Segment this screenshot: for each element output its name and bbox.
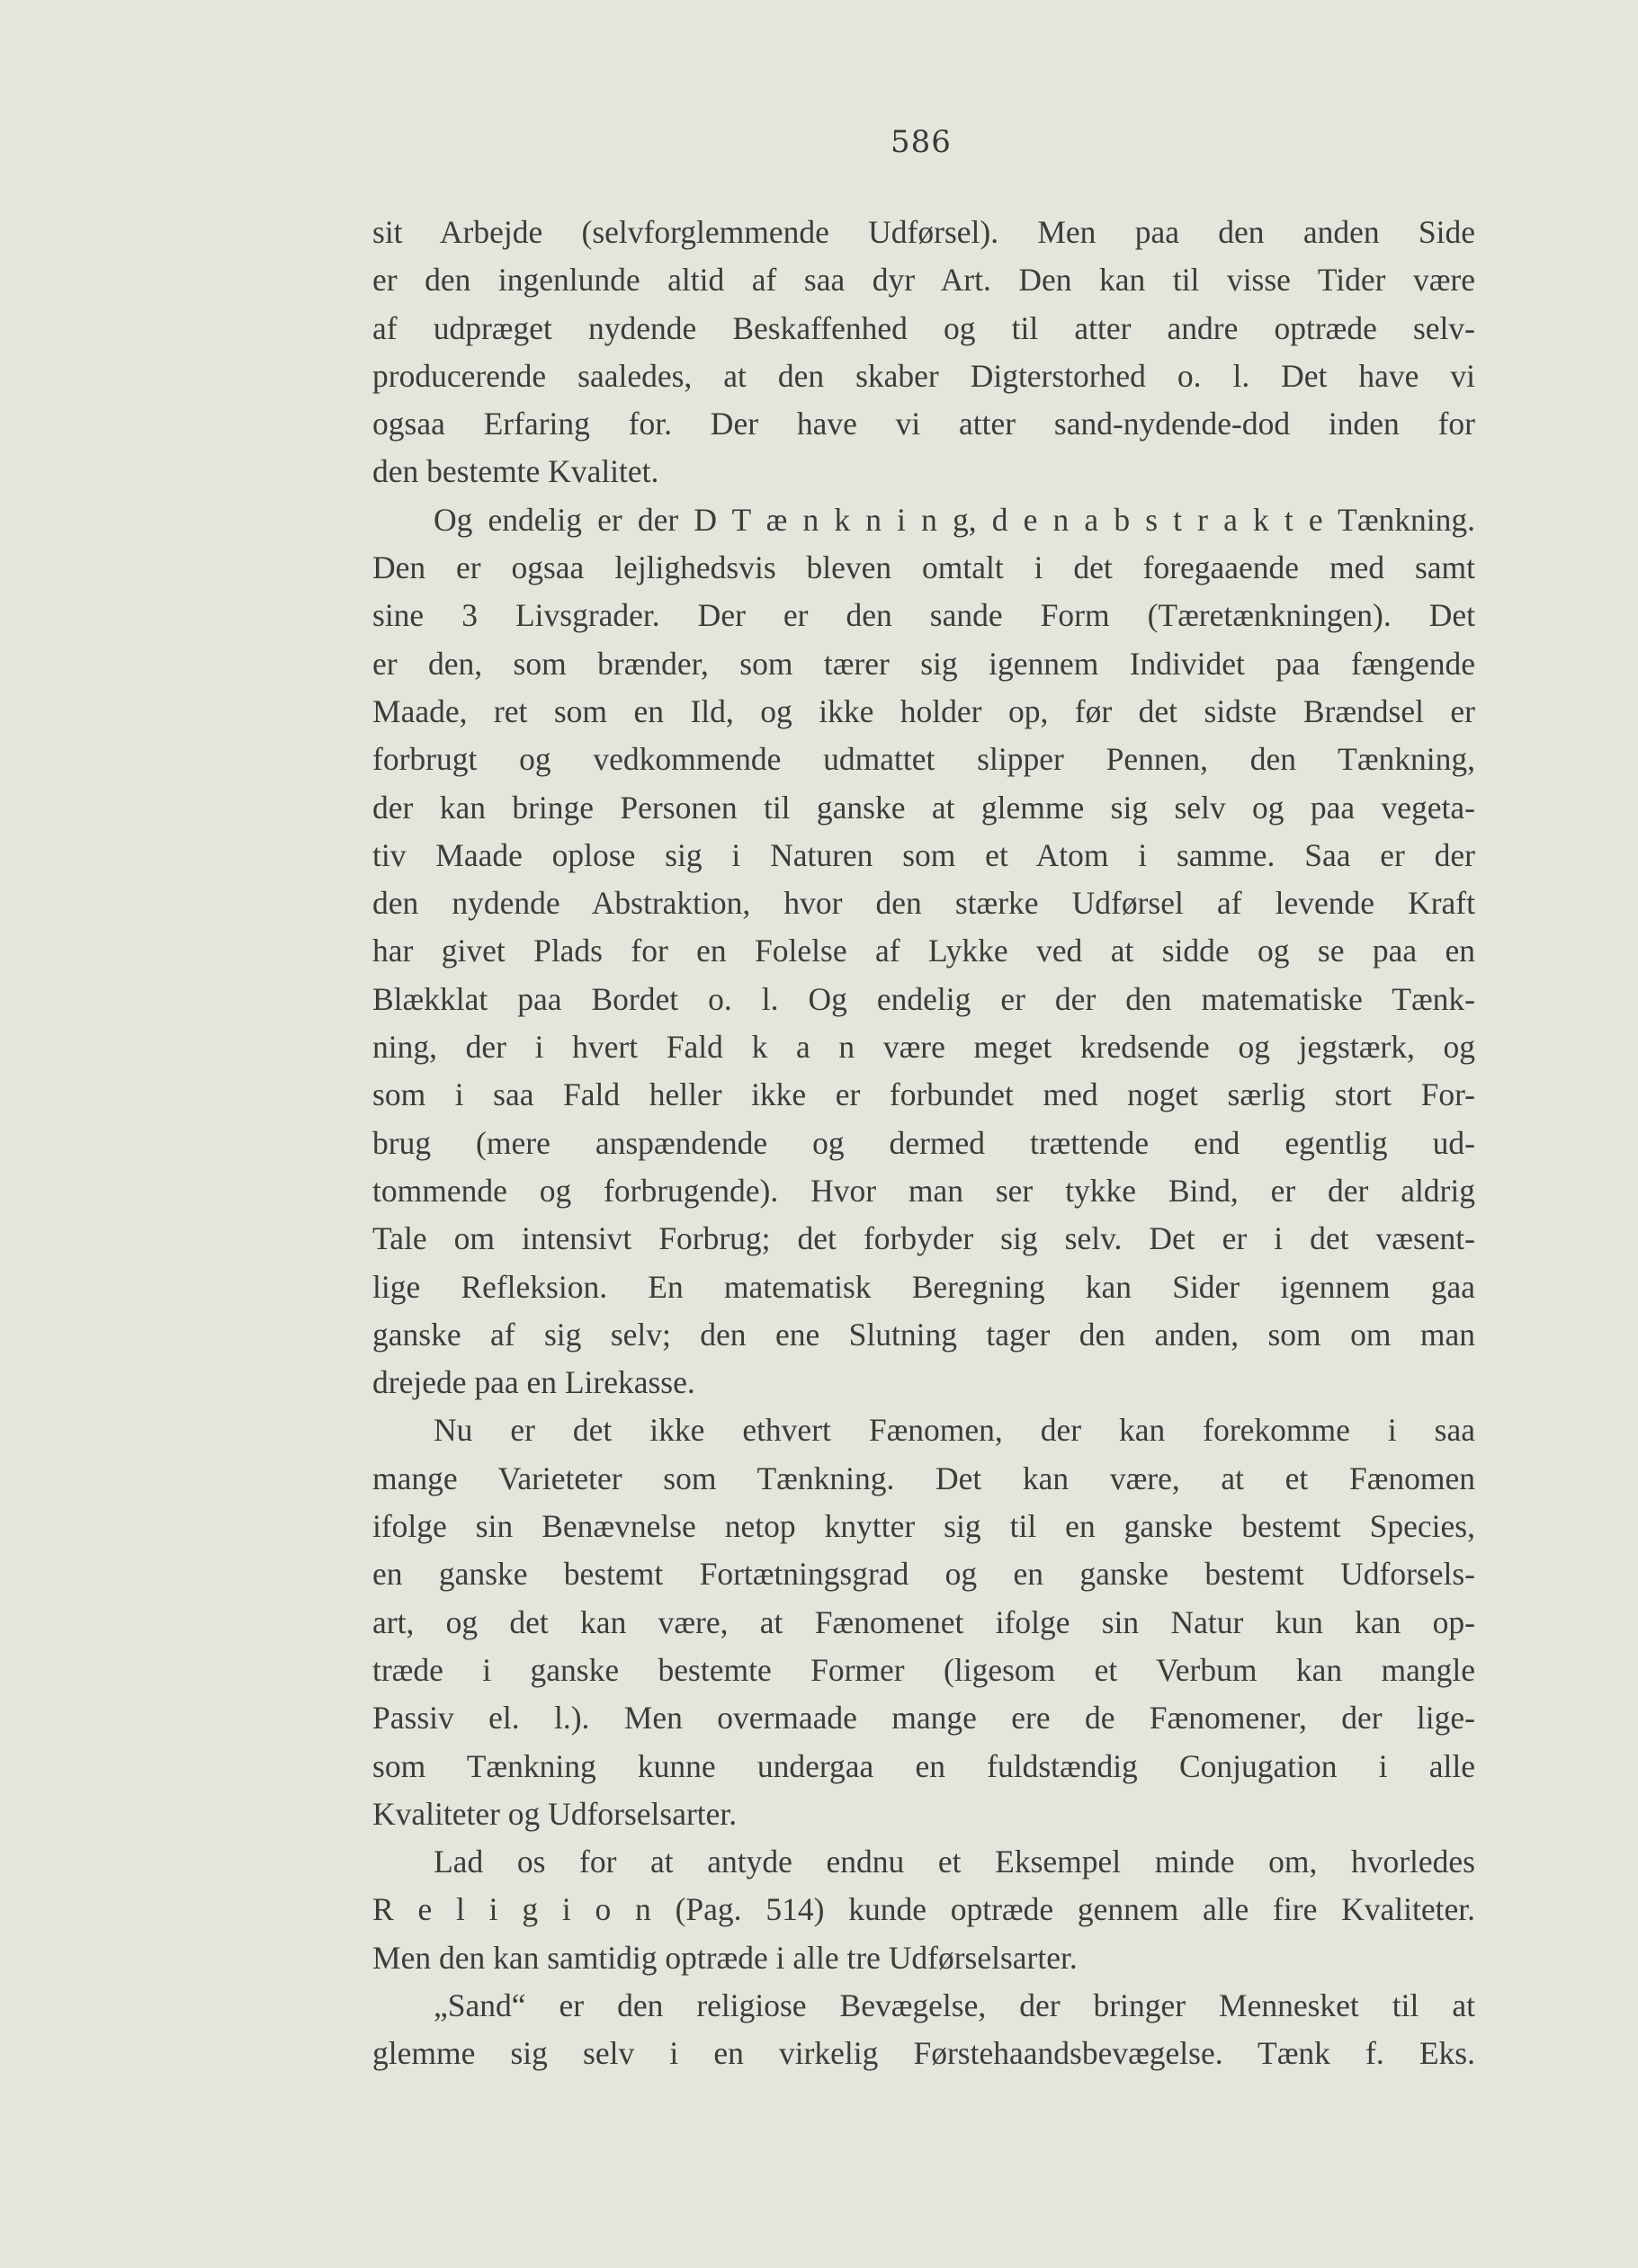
text-line: art, og det kan være, at Fænomenet ifolge sin Natur kun kan op-: [372, 1603, 1475, 1640]
text-line: Kvaliteter og Udforselsarter.: [372, 1795, 738, 1832]
text-line: lige Refleksion. En matematisk Beregning kan Sider igennem gaa: [372, 1268, 1475, 1305]
text-line: mange Varieteter som Tænkning. Det kan være, at et Fænomen: [372, 1460, 1475, 1496]
text-line: ganske af sig selv; den ene Slutning tager den anden, som om man: [372, 1316, 1475, 1353]
text-line: tommende og forbrugende). Hvor man ser tykke Bind, er der aldrig: [372, 1172, 1475, 1209]
text-line: Den er ogsaa lejlighedsvis bleven omtalt i det foregaaende med samt: [372, 549, 1475, 586]
text-line: ifolge sin Benævnelse netop knytter sig til en ganske bestemt Species,: [372, 1508, 1475, 1545]
text-line: en ganske bestemt Fortætningsgrad og en ganske bestemt Udforsels-: [372, 1556, 1475, 1593]
text-line: Men den kan samtidig optræde i alle tre Udførselsarter.: [372, 1939, 1078, 1976]
text-line: er den ingenlunde altid af saa dyr Art. Den kan til visse Tider være: [372, 262, 1475, 299]
text-line: forbrugt og vedkommende udmattet slipper Pennen, den Tænkning,: [372, 741, 1475, 778]
text-line: Og endelig er der D T æ n k n i n g, d e n a b s t r a k t e Tænkning.: [434, 501, 1475, 538]
text-line: sine 3 Livsgrader. Der er den sande Form (Tæretænkningen). Det: [372, 597, 1475, 634]
text-line: den bestemte Kvalitet.: [372, 453, 659, 490]
text-line: træde i ganske bestemte Former (ligesom et Verbum kan mangle: [372, 1651, 1475, 1688]
text-line: Blækklat paa Bordet o. l. Og endelig er der den matematiske Tænk-: [372, 980, 1475, 1017]
body-text: [372, 209, 1475, 2078]
text-line: R e l i g i o n (Pag. 514) kunde optræde gennem alle fire Kvaliteter.: [372, 1891, 1475, 1928]
text-line: ogsaa Erfaring for. Der have vi atter sand-nydende-dod inden for: [372, 406, 1475, 442]
text-line: har givet Plads for en Folelse af Lykke ved at sidde og se paa en: [372, 933, 1475, 969]
text-line: den nydende Abstraktion, hvor den stærke Udførsel af levende Kraft: [372, 885, 1475, 922]
text-line: Maade, ret som en Ild, og ikke holder op, før det sidste Brændsel er: [372, 692, 1475, 729]
text-line: som Tænkning kunne undergaa en fuldstændig Conjugation i alle: [372, 1747, 1475, 1784]
text-line: Passiv el. l.). Men overmaade mange ere de Fænomener, der lige-: [372, 1700, 1475, 1737]
text-line: sit Arbejde (selvforglemmende Udførsel). Men paa den anden Side: [372, 214, 1475, 250]
text-line: der kan bringe Personen til ganske at glemme sig selv og paa vegeta-: [372, 789, 1475, 826]
text-line: er den, som brænder, som tærer sig igennem Individet paa fængende: [372, 645, 1475, 682]
text-line: producerende saaledes, at den skaber Digterstorhed o. l. Det have vi: [372, 357, 1475, 394]
text-line: Tale om intensivt Forbrug; det forbyder sig selv. Det er i det væsent-: [372, 1220, 1475, 1257]
text-line: glemme sig selv i en virkelig Førstehaandsbevægelse. Tænk f. Eks.: [372, 2035, 1475, 2072]
text-line: „Sand“ er den religiose Bevægelse, der bringer Mennesket til at: [434, 1987, 1475, 2023]
text-line: Nu er det ikke ethvert Fænomen, der kan forekomme i saa: [434, 1412, 1475, 1449]
text-line: ning, der i hvert Fald k a n være meget kredsende og jegstærk, og: [372, 1029, 1475, 1066]
text-line: som i saa Fald heller ikke er forbundet med noget særlig stort For-: [372, 1076, 1475, 1113]
text-line: drejede paa en Lirekasse.: [372, 1364, 695, 1401]
page-number: 586: [891, 124, 952, 160]
text-line: tiv Maade oplose sig i Naturen som et Atom i samme. Saa er der: [372, 836, 1475, 873]
text-line: brug (mere anspændende og dermed trættende end egentlig ud-: [372, 1124, 1475, 1161]
text-line: af udpræget nydende Beskaffenhed og til atter andre optræde selv-: [372, 309, 1475, 346]
text-line: Lad os for at antyde endnu et Eksempel minde om, hvorledes: [434, 1844, 1475, 1880]
